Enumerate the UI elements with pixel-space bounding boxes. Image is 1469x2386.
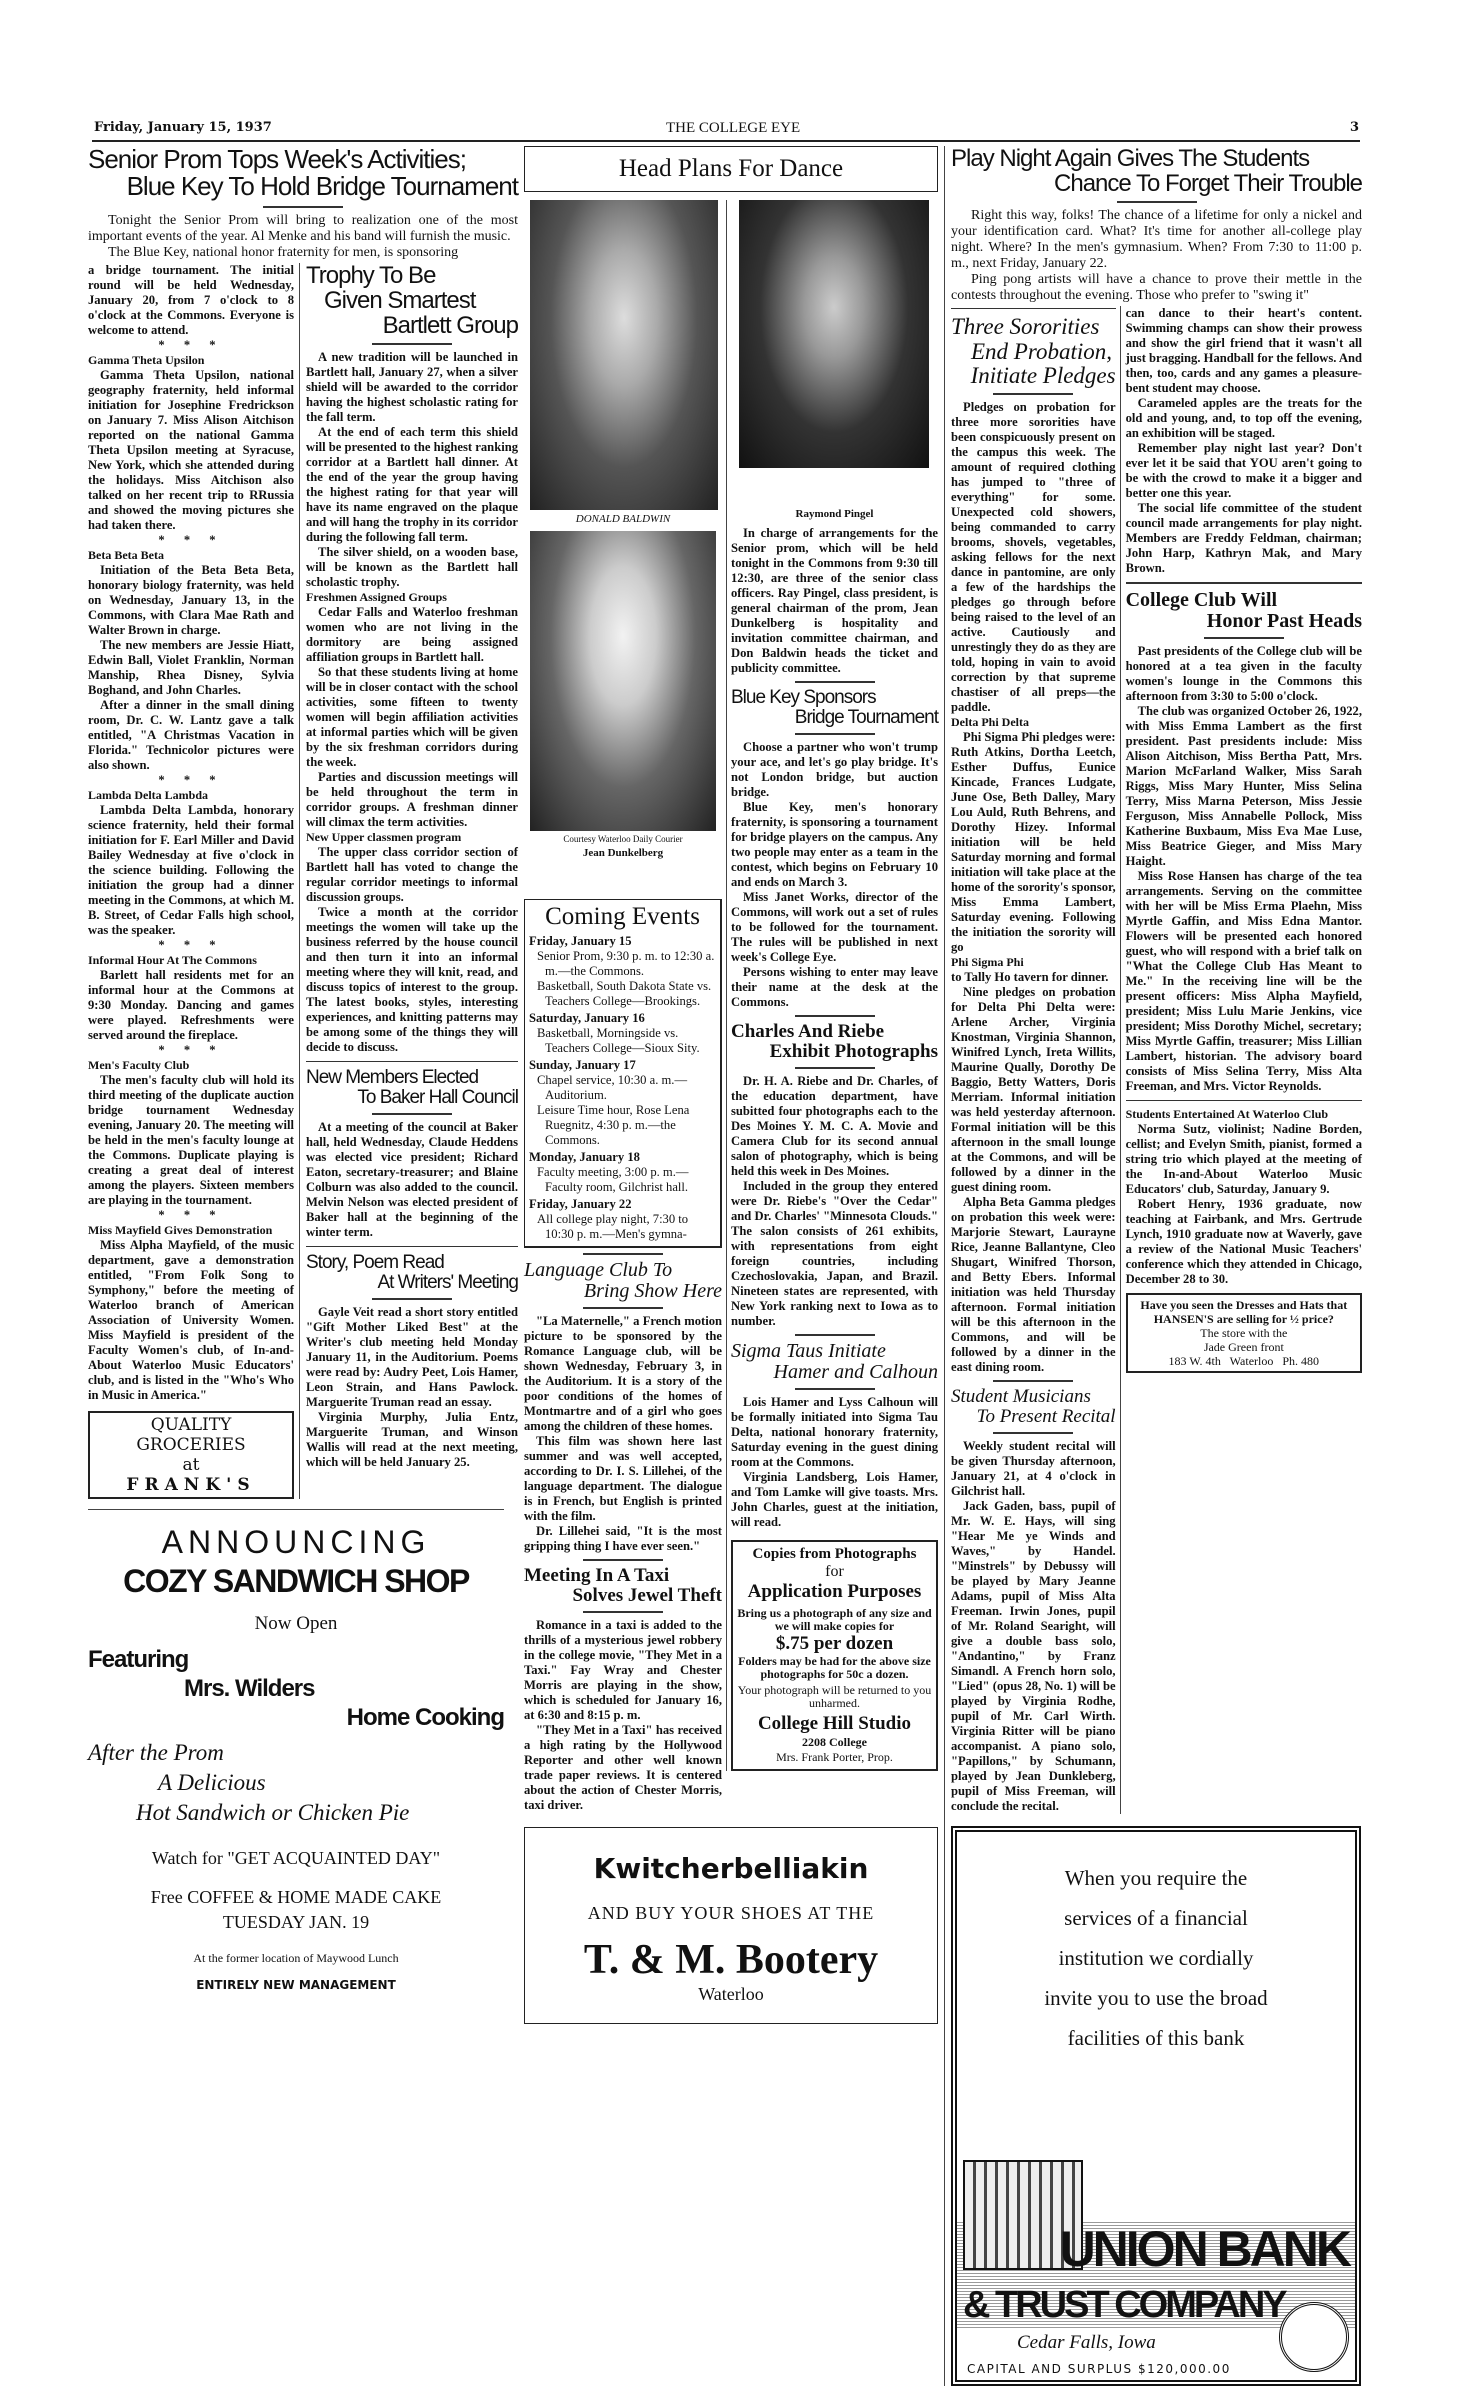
paragraph: Included in the group they entered were Dr. Riebe's "Over the Cedar" and Dr. Charles' "Minnesota Clouds." The salon consists of 261 exhibits, with representations from eight foreign countries, including Czechoslovakia, Japan, and Brazil. Nineteen states are represented, with New York ranking next to Iowa as to number. <box>731 1178 938 1328</box>
ad-line: facilities of this bank <box>1067 2025 1245 2050</box>
headline-line2: Bring Show Here <box>583 1280 722 1303</box>
paragraph: Initiation of the Beta Beta Beta, honorary biology fraternity, was held on Wednesday, January 13, in the Commons, with Clara Mae Rath and Walter Brown in charge. <box>88 562 294 637</box>
headline-line2: End Probation, <box>971 338 1112 364</box>
ad-line: at <box>182 1454 200 1475</box>
ad-line: Mrs. Wilders <box>184 1674 315 1702</box>
article-head-plans-for-dance <box>524 146 938 192</box>
subhead: Beta Beta Beta <box>88 547 164 562</box>
paper-name: THE COLLEGE EYE <box>666 120 801 136</box>
paragraph: to Tally Ho tavern for dinner. <box>951 969 1109 984</box>
paragraph: This film was shown here last summer and was well accepted, according to Dr. I. S. Lillehei, of the language department. The dialogue is in French, but English is printed with the film. <box>524 1434 722 1524</box>
paragraph: The new members are Jessie Hiatt, Edwin Ball, Violet Franklin, Norman Manship, Rhea Disney, Sylvia Boghand, and John Charles. <box>88 637 294 697</box>
paragraph: Miss Rose Hansen has charge of the tea arrangements. Serving on the committee with her will be Miss Erma Plaehn, Miss Myrtle Gaffin, and Miss Edna Mantor. Flowers will be presented each honored guest, who will respond with a brief talk on "What the College Club Has Meant to Me." In the receiving line will be the present officers: Miss Alpha Mayfield, president; Miss Lulu Marie Jenkins, vice president; Miss Dorothy Michel, secretary; Miss Myrtle Gaffin, treasurer; Miss Lillian Lambert, historian. The advisory board consists of Miss Selina Terry, Miss Alta Freeman, and Mrs. Victor Reynolds. <box>1125 869 1362 1094</box>
separator: * * * <box>158 337 224 352</box>
paragraph: The men's faculty club will hold its third meeting of the duplicate auction bridge tournament Wednesday evening, January 20. The meeting will be held in the men's faculty lounge at the Commons. Duplicate playing is creating a great deal of interest among the players. Sixteen members are playing in the tournament. <box>88 1072 294 1207</box>
ad-line: ANNOUNCING <box>161 1523 431 1560</box>
paragraph: Barlett hall residents met for an informal hour at the Commons at 9:30 Monday. Dancing and games were played. Refreshments were served around the fireplace. <box>88 967 294 1042</box>
paragraph: "La Maternelle," a French motion picture to be sponsored by the Romance Language club, will be shown Wednesday, February 3, in the Auditorium. It is a story of the poor conditions of the homes of Montmartre and of a girl who goes among the children of these homes. <box>524 1314 722 1434</box>
article-taxi <box>524 1559 722 1813</box>
paragraph: The upper class corridor section of Bartlett hall has voted to change the regular corridor meetings to informal discussion groups. <box>306 845 518 905</box>
ad-line: At the former location of Maywood Lunch <box>193 1951 399 1966</box>
headline-line2: To Present Recital <box>976 1405 1116 1427</box>
ad-college-hill-studio <box>731 1540 938 1771</box>
event-day: Friday, January 15 <box>529 934 632 949</box>
ad-line: Waterloo <box>698 1984 764 2005</box>
society-column <box>88 263 300 1499</box>
paragraph: Jack Gaden, bass, pupil of Mr. W. E. Hays, will sing "Hear Me ye Winds and Waves," by Handel. "Minstrels" by Debussy will be played by Mary Jeanne Adams, pupil of Miss Alta Freeman. Irwin Jones, pupil of Mr. Roland Searight, will give a double bass solo, "Andantino," by Franz Simandl. A French horn solo, "Lied" (opus 28, No. 1) will be played by Virginia Rodhe, pupil of Mr. Carl Wirth. Virginia Ritter will be piano accompanist. A piano solo, "Papillons," by Schumann, played by Jean Dunkleberg, pupil of Miss Freeman, will conclude the recital. <box>951 1498 1116 1813</box>
article-prom-officers <box>731 526 938 676</box>
right-right-column <box>1121 306 1362 1373</box>
article-writers-meeting <box>306 1253 518 1470</box>
ad-line: When you require the <box>1064 1865 1248 1890</box>
event-item: Faculty meeting, 3:00 p. m.—Faculty room, Gilchrist hall. <box>537 1165 689 1195</box>
event-day: Friday, January 22 <box>529 1197 632 1212</box>
paragraph: Virginia Landsberg, Lois Hamer, and Tom Lamke will give toasts. Mrs. John Charles, guest at the initiation, will read. <box>731 1469 938 1529</box>
headline-line1: Three Sororities <box>951 314 1100 340</box>
event-day: Sunday, January 17 <box>529 1058 636 1073</box>
portrait-raymond-pingel <box>739 200 929 468</box>
event-item: Basketball, South Dakota State vs. Teachers College—Brookings. <box>537 979 712 1009</box>
paragraph: A new tradition will be launched in Bartlett hall, January 27, when a silver shield will be awarded to the corridor having the highest scholastic rating for the fall term. <box>306 350 518 425</box>
paragraph: Norma Sutz, violinist; Nadine Borden, cellist; and Evelyn Smith, pianist, formed a string trio which played at the meeting of the In-and-About Waterloo Music Educators' club, Saturday, January 9. <box>1125 1122 1362 1197</box>
headline-line1: Trophy To Be <box>306 261 436 289</box>
left-region <box>88 146 518 1996</box>
ad-line: invite you to use the broad <box>1044 1985 1268 2010</box>
headline-line1: College Club Will <box>1125 589 1278 612</box>
paragraph: Parties and discussion meetings will be held throughout the term in corridor groups. A freshman dinner will climax the term activities. <box>306 770 518 830</box>
subhead: Informal Hour At The Commons <box>88 952 257 967</box>
masthead <box>86 118 1361 140</box>
lead-paragraph: Tonight the Senior Prom will bring to realization one of the most important events of the year. Al Menke and his band will furnish the music. <box>88 212 518 244</box>
paragraph: At the end of each term this shield will be presented to the highest ranking corridor at a Bartlett hall dinner. At the end of the year the group having the highest rating for that year will have its name engraved on the plaque and will hang the trophy in its corridor during the following fall term. <box>306 425 518 545</box>
ad-line: Bring us a photograph of any size and we will make copies for <box>737 1605 932 1633</box>
paragraph: The silver shield, on a wooden base, will be known as the Bartlett hall scholastic trophy. <box>306 545 518 590</box>
issue-date: Friday, January 15, 1937 <box>94 120 272 135</box>
paragraph: Choose a partner who won't trump your ace, and let's go play bridge. It's not London bridge, but auction bridge. <box>731 739 938 799</box>
headline-line1: Story, Poem Read <box>306 1252 444 1274</box>
paragraph: After a dinner in the small dining room, Dr. C. W. Lantz gave a talk entitled, "A Christmas Vacation in Florida." Technicolor pictures were also shown. <box>88 697 294 772</box>
paragraph: Pledges on probation for three more sororities have been conspicuously present on the campus this week. The amount of required clothing has jumped to "three of everything" for some. Unexpected cold showers, being commanded to carry brooms, shovels, vegetables, asking fellows for the next dance in pantomine, are only a few of the hardships the pledges go through before being raised to the level of an active. Cautiously and unrestingly they do as they are told, hoping in vain to avoid correction by that supreme chastiser of all preps—the paddle. <box>951 399 1116 714</box>
event-item: Senior Prom, 9:30 p. m. to 12:30 a. m.—the Commons. <box>537 949 715 979</box>
fdic-seal <box>1279 2302 1349 2372</box>
paragraph: can dance to their heart's content. Swimming champs can show their prowess and show the girl friend that it wasn't all just bragging. Handball for the fellows. And then, too, cards and any games a pleasure-bent student may choose. <box>1125 306 1362 396</box>
paragraph: Ping pong artists will have a chance to prove their mettle in the contests throughout the evening. Those who prefer to "swing it" <box>951 272 1362 304</box>
paragraph: Miss Janet Works, director of the Commons, will work out a set of rules to be followed for the tournament. The rules will be published in next week's College Eye. <box>731 889 938 964</box>
article-student-musicians <box>951 1380 1116 1814</box>
article-charles-riebe <box>731 1015 938 1329</box>
event-item: All college play night, 7:30 to 10:30 p. m.—Men's gymna- <box>537 1212 689 1242</box>
article-students-entertained <box>1126 1107 1362 1287</box>
paragraph: Blue Key, men's honorary fraternity, is sponsoring a tournament for bridge players on the campus. Any two people may enter as a team in the contest, which begins on February 10 and ends on March 3. <box>731 799 938 889</box>
paragraph: "They Met in a Taxi" has received a high rating by the Hollywood Reporter and other well known trade paper reviews. It is centered about the action of Chester Morris, taxi driver. <box>524 1723 722 1813</box>
headline-line2: Given Smartest <box>324 286 476 314</box>
paragraph: Weekly student recital will be given Thursday afternoon, January 21, at 4 o'clock in Gilchrist hall. <box>951 1438 1116 1498</box>
ad-line: Now Open <box>254 1612 338 1634</box>
headline-line1: Student Musicians <box>951 1385 1091 1407</box>
box-title: Coming Events <box>545 903 700 930</box>
paragraph: Right this way, folks! The chance of a lifetime for only a nickel and your identification card. What? It's time for another all-college play night. Where? In the men's gymnasium. When? From 7:30 to 11:00 p. m., next Friday, January 22. <box>951 208 1362 272</box>
paragraph: Robert Henry, 1936 graduate, now teaching at Fairbank, and Mrs. Gertrude Lynch, 1910 graduate now at Waverly, gave a review of the National Music Teachers' conference which they attended in Chicago, December 28 to 30. <box>1125 1197 1362 1287</box>
ad-line: Home Cooking <box>346 1704 504 1732</box>
portrait-donald-baldwin <box>530 200 718 510</box>
middle-region <box>524 146 938 2024</box>
article-trophy <box>306 263 518 1056</box>
ad-line: Jade Green front <box>1203 1340 1284 1355</box>
article-language-club <box>524 1253 722 1554</box>
ad-line: Copies from Photographs <box>752 1545 917 1562</box>
article-blue-key <box>731 681 938 1010</box>
ad-line: Have you seen the Dresses and Hats that HANSEN'S are selling for ½ price? <box>1140 1298 1348 1327</box>
ad-line: institution we cordially <box>1058 1945 1254 1970</box>
paragraph: Lambda Delta Lambda, honorary science fraternity, held their formal initiation for F. Earl Miller and David Bailey Wednesday at five o'clock in the science building. Following the initiation the group had a dinner meeting in the Commons, at which M. B. Street, of Cedar Falls high school, was the speaker. <box>88 802 294 937</box>
subhead: Freshmen Assigned Groups <box>306 590 447 605</box>
ad-line: services of a financial <box>1064 1905 1248 1930</box>
subhead: Gamma Theta Upsilon <box>88 352 205 367</box>
paragraph: Nine pledges on probation for Delta Phi Delta were: Arlene Archer, Virginia Knostman, Virginia Shannon, Winifred Lynch, Ireta Willits, Maurine Qually, Dorothy De Baggio, Betty Watters, Doris Merriam. Informal initiation was held yesterday afternoon. Formal initiation will be this afternoon in the small lounge at the Commons, and will be followed by a dinner in the guest dining room. <box>951 984 1116 1194</box>
headline-line2: Honor Past Heads <box>1206 610 1362 633</box>
ad-union-bank <box>951 1826 1361 2386</box>
ad-line: Application Purposes <box>747 1580 922 1602</box>
coming-events-box <box>524 899 722 1248</box>
paragraph: Remember play night last year? Don't ever let it be said that YOU aren't going to be with the crowd to make it a bigger and better one this year. <box>1125 441 1362 501</box>
middle-right-column <box>726 200 938 1771</box>
trophy-column <box>300 263 518 1470</box>
ad-line: 2208 College <box>802 1734 867 1749</box>
paragraph: a bridge tournament. The initial round will be held Wednesday, January 20, from 7 o'clock to 8 o'clock at the Commons. Everyone is welcome to attend. <box>88 262 294 337</box>
subhead: Miss Mayfield Gives Demonstration <box>88 1222 273 1237</box>
paragraph: Alpha Beta Gamma pledges on probation this week were: Marjorie Stewart, Laurayne Rice, Jeanne Ballantyne, Cleo Shugart, Winifred Thorson, and Betty Ebers. Informal initiation was held Thursday afternoon. Formal initiation will be this afternoon in the Commons, and will be followed by a dinner in the east dining room. <box>951 1194 1116 1374</box>
headline-line2: Chance To Forget Their Trouble <box>1054 170 1362 198</box>
lead-paragraph: The Blue Key, national honor fraternity for men, is sponsoring <box>108 244 459 260</box>
headline-line1: Senior Prom Tops Week's Activities; <box>88 144 466 174</box>
right-left-column <box>951 306 1121 1813</box>
bank-capital: CAPITAL AND SURPLUS $120,000.00 <box>967 2361 1231 2376</box>
ad-line: Your photograph will be returned to you unharmed. <box>737 1682 932 1710</box>
article-senior-prom <box>88 146 518 261</box>
ad-line: QUALITY <box>150 1414 232 1435</box>
ad-franks-groceries <box>88 1411 294 1499</box>
headline-line2: To Baker Hall Council <box>357 1087 518 1109</box>
paragraph: Lois Hamer and Lyss Calhoun will be formally initiated into Sigma Tau Delta, national honorary fraternity, Saturday evening in the guest dining room at the Commons. <box>731 1394 938 1469</box>
ad-line: Mrs. Frank Porter, Prop. <box>776 1749 893 1764</box>
ad-line: Folders may be had for the above size photographs for 50c a dozen. <box>738 1653 931 1681</box>
headline-line1: Language Club To <box>524 1259 673 1282</box>
headline-line1: Meeting In A Taxi <box>524 1565 670 1587</box>
event-item: Leisure Time hour, Rose Lena Ruegnitz, 4:30 p. m.—the Commons. <box>537 1103 690 1148</box>
headline-line2: Solves Jewel Theft <box>572 1585 722 1607</box>
paragraph: Virginia Murphy, Julia Entz, Marguerite Truman, and Winson Wallis will read at the next meeting, which will be held January 25. <box>306 1409 518 1469</box>
event-day: Monday, January 18 <box>529 1150 640 1165</box>
headline-line1: Play Night Again Gives The Students <box>951 145 1310 172</box>
headline-line2: At Writers' Meeting <box>377 1271 518 1293</box>
subhead: Phi Sigma Phi <box>951 954 1024 969</box>
subhead: Delta Phi Delta <box>951 714 1029 729</box>
paragraph: Carameled apples are the treats for the old and young, and, to top off the evening, an exhibition will be staged. <box>1125 396 1362 441</box>
ad-line: After the Prom <box>88 1740 224 1766</box>
ad-line: AND BUY YOUR SHOES AT THE <box>587 1903 875 1924</box>
article-three-sororities <box>951 308 1116 1374</box>
headline-line1: Sigma Taus Initiate <box>731 1339 886 1362</box>
ad-line: ENTIRELY NEW MANAGEMENT <box>196 1978 396 1993</box>
paragraph: Twice a month at the corridor meetings the women will take up the business referred by the house council and then turn it into an informal meeting where they will knit, read, and discuss topics of interest to the group. The latest books, styles, interesting experiences, and knitting patterns may be among some of the things they will decide to discuss. <box>306 905 518 1055</box>
photo-caption: Raymond Pingel <box>795 508 874 520</box>
event-day: Saturday, January 16 <box>529 1011 645 1026</box>
paragraph: Persons wishing to enter may leave their name at the desk at the Commons. <box>731 964 938 1009</box>
separator: * * * <box>158 532 224 547</box>
ad-cozy-sandwich-shop <box>88 1509 504 1997</box>
paragraph: Past presidents of the College club will be honored at a tea given in the faculty women's lounge in the Commons this afternoon from 3:30 to 5:00 o'clock. <box>1125 644 1362 704</box>
ad-line: Featuring <box>88 1645 189 1673</box>
right-region <box>944 146 1362 2386</box>
paragraph: Gayle Veit read a short story entitled "Gift Mother Liked Best" at the Writer's club meeting held Monday January 11, in the Auditorium. Poems were read by: Audry Peet, Lois Hamer, Leon Strain, and Hans Pawlock. Marguerite Truman read an essay. <box>306 1304 518 1409</box>
ad-line: Hot Sandwich or Chicken Pie <box>136 1800 410 1826</box>
ad-line: The store with the <box>1200 1326 1288 1341</box>
paragraph: Gamma Theta Upsilon, national geography fraternity, held informal initiation for Josephine Fredrickson on January 7. Miss Alison Aitchison reported on the national Gamma Theta Upsilon meeting at Syracuse, New York, which she attended during the holidays. Miss Aitchison also talked on her recent trip to RRussia and showed the moving pictures she had taken there. <box>88 367 294 532</box>
headline-line2: Hamer and Calhoun <box>773 1360 938 1383</box>
article-play-night <box>951 146 1362 304</box>
photo-credit: Courtesy Waterloo Daily Courier <box>563 834 683 844</box>
ad-line: GROCERIES <box>136 1434 246 1455</box>
paragraph: At a meeting of the council at Baker hall, held Wednesday, Claude Heddens was elected vice president; Richard Eaton, secretary-treasurer; and Blaine Colburn was also added to the council. Melvin Nelson was elected president of Baker hall at the beginning of the winter term. <box>306 1120 518 1240</box>
subhead: Lambda Delta Lambda <box>88 787 209 802</box>
paragraph: Miss Alpha Mayfield, of the music department, gave a demonstration entitled, "From Folk Song to Symphony," before the meeting of Waterloo branch of American Association of University Women. Miss Mayfield is president of the Faculty Women's club, of In-and-About Waterloo Music Educators' club, and is listed in the "Who's Who in Music in America." <box>88 1237 294 1402</box>
separator: * * * <box>158 937 224 952</box>
paragraph: Dr. Lillehei said, "It is the most gripping thing I have ever seen." <box>524 1524 722 1554</box>
ad-line: for <box>825 1562 844 1580</box>
event-item: Basketball, Morningside vs. Teachers College—Sioux Sity. <box>537 1026 700 1056</box>
headline-line1: Charles And Riebe <box>731 1020 885 1042</box>
separator: * * * <box>158 1207 224 1222</box>
paragraph: Phi Sigma Phi pledges were: Ruth Atkins, Dortha Leetch, Esther Duffus, Eunice Kincade, Frances Ludgate, June Ose, Beth Dalley, Mary Lou Auld, Ruth Behrens, and Dorothy Hizey. Informal initiation will be held Saturday morning and formal initiation will take place at the home of the sorority's sponsor, Miss Emma Lambert, Saturday evening. Following the initiation the sorority will go <box>951 729 1116 954</box>
paragraph: The club was organized October 26, 1922, with Miss Emma Lambert as the first president. Past presidents include: Miss Alison Aitchison, Miss Bertha Patt, Mrs. Marion McFarland Walker, Miss Sarah Riggs, Miss Mary Hunter, Miss Selina Terry, Miss Marna Peterson, Miss Jessie Ferguson, Miss Annabelle Pollock, Miss Katherine Buxbaum, Miss Eva Mae Luse, Miss Beatrice Gieger, and Miss Mary Haight. <box>1125 704 1362 869</box>
bank-name: & TRUST COMPANY <box>963 2283 1285 2326</box>
ad-hansens <box>1126 1293 1362 1373</box>
page-number: 3 <box>1349 120 1359 135</box>
paragraph: Romance in a taxi is added to the thrills of a mysterious jewel robbery in the college movie, "They Met in a Taxi." Fay Wray and Chester Morris are playing in the show, which is scheduled for January 16, at 6:30 and 8:15 p. m. <box>524 1618 722 1723</box>
photo-caption: DONALD BALDWIN <box>575 513 671 525</box>
paragraph: Dr. H. A. Riebe and Dr. Charles, of the education department, have subitted four photographs each to the Des Moines Y. M. C. A. Movie and Camera Club for its second annual salon of photography, which is being held this week in Des Moines. <box>731 1073 938 1178</box>
ad-line: Free COFFEE & HOME MADE CAKE <box>150 1887 442 1908</box>
headline-line3: Initiate Pledges <box>970 362 1116 388</box>
event-item: Chapel service, 10:30 a. m.—Auditorium. <box>537 1073 688 1103</box>
ad-line: Kwitcherbelliakin <box>593 1852 869 1886</box>
article-sigma-taus <box>731 1334 938 1530</box>
bank-city: Cedar Falls, Iowa <box>1017 2331 1156 2353</box>
ad-line: A Delicious <box>158 1770 266 1796</box>
ad-line: FRANK'S <box>126 1474 256 1495</box>
subhead: Students Entertained At Waterloo Club <box>1125 1107 1329 1122</box>
separator: * * * <box>158 1042 224 1057</box>
article-play-night-continued <box>1126 306 1362 576</box>
ad-line: 183 W. 4th Waterloo Ph. 480 <box>1168 1354 1320 1369</box>
ad-line: COZY SANDWICH SHOP <box>123 1563 469 1600</box>
subhead: Men's Faculty Club <box>88 1057 190 1072</box>
ad-line: Watch for "GET ACQUAINTED DAY" <box>151 1848 441 1869</box>
masthead-rule <box>92 140 1360 142</box>
headline-line2: Exhibit Photographs <box>769 1040 938 1062</box>
ad-line: T. & M. Bootery <box>583 1937 879 1984</box>
portrait-jean-dunkelberg <box>530 531 716 831</box>
ad-line: College Hill Studio <box>757 1712 912 1734</box>
headline-line1: Blue Key Sponsors <box>731 687 876 708</box>
bank-name: UNION BANK <box>1059 2221 1349 2278</box>
paragraph: In charge of arrangements for the Senior prom, which will be held tonight in the Commons from 9:30 till 12:30, are three of the senior class officers. Ray Pingel, class president, is general chairman of the prom, Jean Dunkelberg is hospitality and invitation committee chairman, and Don Baldwin heads the ticket and publicity committee. <box>731 526 938 675</box>
paragraph: The social life committee of the student council made arrangements for play night. Members are Freddy Feldman, chairman; John Harp, Kathryn Mak, and Mary Brown. <box>1125 501 1362 576</box>
separator: * * * <box>158 772 224 787</box>
photo-caption: Jean Dunkelberg <box>582 847 664 859</box>
paragraph: Cedar Falls and Waterloo freshman women who are not living in the dormitory are being assigned affiliation groups in Bartlett hall. <box>306 605 518 665</box>
ad-line: TUESDAY JAN. 19 <box>222 1912 370 1933</box>
ad-line: $.75 per dozen <box>775 1632 894 1654</box>
headline-line1: New Members Elected <box>306 1067 479 1089</box>
article-college-club <box>1126 590 1362 1094</box>
middle-left-column <box>524 200 722 1813</box>
headline-line3: Bartlett Group <box>382 311 518 339</box>
paragraph: So that these students living at home will be in closer contact with the school activities, some fifteen to twenty women will begin affiliation activities at informal parties which will be given by the six freshman corridors during the week. <box>306 665 518 770</box>
headline-line2: Blue Key To Hold Bridge Tournament <box>126 171 518 202</box>
headline: Head Plans For Dance <box>618 155 844 182</box>
headline-line2: Bridge Tournament <box>794 706 938 728</box>
article-baker-hall <box>306 1068 518 1240</box>
ad-tm-bootery <box>524 1827 938 2024</box>
subhead: New Upper classmen program <box>306 830 462 845</box>
